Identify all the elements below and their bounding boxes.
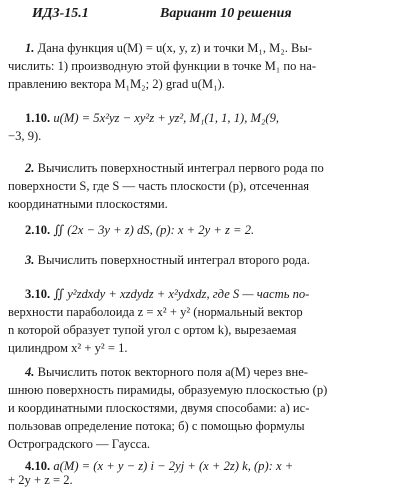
ex210-number: 2.10. — [25, 223, 51, 237]
ex310-line4: цилиндром x² + y² = 1. — [8, 341, 128, 355]
ex410-text1: a(M) = (x + y − z) i − 2yj + (x + 2z) k, (p): x + — [50, 459, 294, 473]
ex310-text1: ∬ y²zdxdy + xzdydz + x²ydxdz, где S — часть по- — [50, 287, 310, 301]
task1-text1: Дана функция u(M) = u(x, y, z) и точки M₁, M₂. Вы- — [34, 41, 313, 55]
task3-text1: Вычислить поверхностный интеграл второго рода. — [34, 253, 310, 267]
ex410-number: 4.10. — [25, 459, 51, 473]
ex210-line1 — [25, 222, 394, 239]
ex410-line2: + 2y + z = 2. — [8, 473, 73, 487]
task1-line2: числить: 1) производную этой функции в точке M₁ по на- — [8, 59, 317, 73]
task4-text1: Вычислить поток векторного поля a(M) через вне- — [34, 365, 308, 379]
ex310-line1 — [25, 286, 394, 303]
ex110-text1: u(M) = 5x²yz − xy²z + yz², M₁(1, 1, 1), M₂(9, — [50, 111, 280, 125]
doc-title: Вариант 10 решения — [160, 6, 292, 21]
task3-number: 3. — [25, 253, 35, 267]
ex110-line1 — [25, 110, 394, 127]
task4-line3: и координатными плоскостями, двумя способами: а) ис- — [8, 401, 310, 415]
task1-line1 — [25, 40, 394, 57]
task1-line3: правлению вектора M₁M₂; 2) grad u(M₁). — [8, 77, 225, 91]
task4-line1 — [25, 364, 394, 381]
task2-line2: поверхности S, где S — часть плоскости (p), отсеченная — [8, 179, 310, 193]
task4-number: 4. — [25, 365, 35, 379]
doc-code: ИДЗ-15.1 — [32, 6, 89, 21]
ex310-number: 3.10. — [25, 287, 51, 301]
ex310-line2: верхности параболоида z = x² + y² (нормальный вектор — [8, 305, 303, 319]
task2-line1 — [25, 160, 394, 177]
task2-number: 2. — [25, 161, 35, 175]
task2-text1: Вычислить поверхностный интеграл первого рода по — [34, 161, 324, 175]
task2-line3: координатными плоскостями. — [8, 197, 168, 211]
task3-line1 — [25, 252, 394, 269]
ex310-line3: n которой образует тупой угол с ортом k), вырезаемая — [8, 323, 297, 337]
task1-number: 1. — [25, 41, 35, 55]
task4-line4: пользовав определение потока; б) с помощью формулы — [8, 419, 305, 433]
task4-line2: шнюю поверхность пирамиды, образуемую плоскостью (p) — [8, 383, 328, 397]
ex210-text1: ∬ (2x − 3y + z) dS, (p): x + 2y + z = 2. — [50, 223, 255, 237]
ex110-number: 1.10. — [25, 111, 51, 125]
ex110-line2: −3, 9). — [8, 129, 42, 143]
task4-line5: Остроградского — Гаусса. — [8, 437, 151, 451]
